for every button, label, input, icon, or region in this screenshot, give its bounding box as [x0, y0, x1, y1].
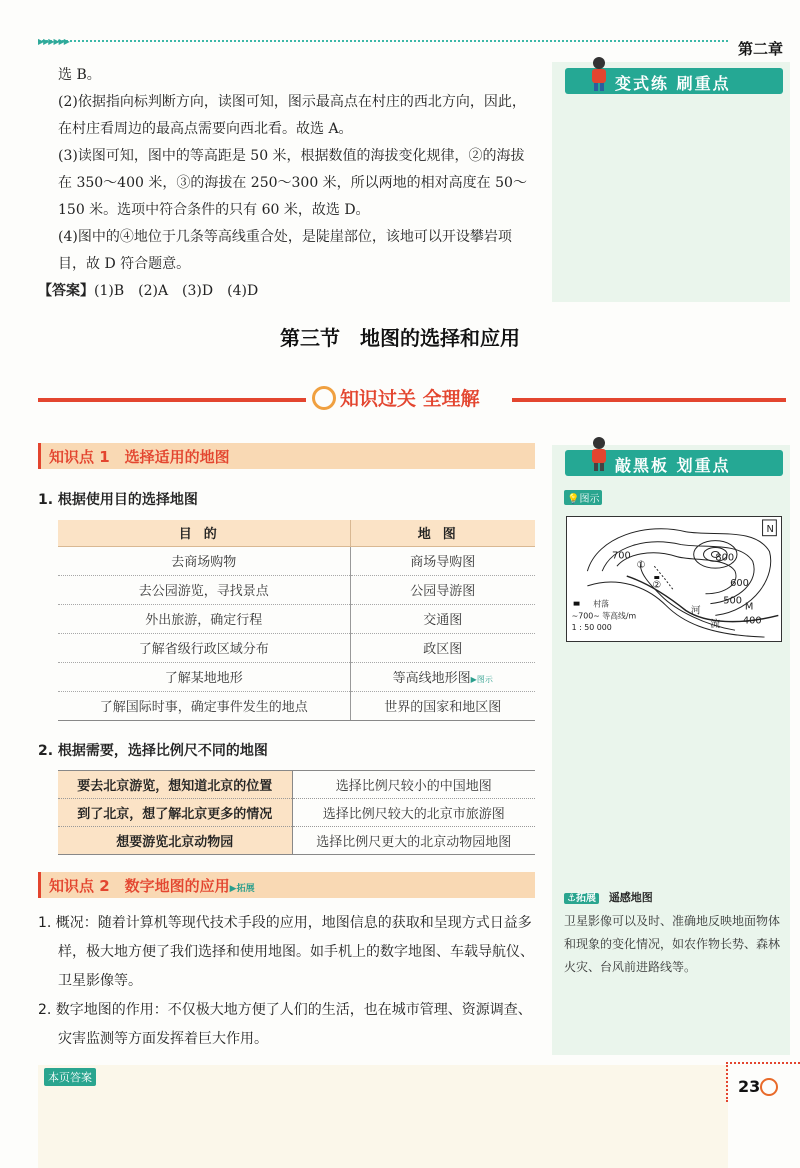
footer-answer-area: [38, 1065, 728, 1168]
figure-ref-tag: ▶图示: [470, 675, 493, 684]
answer-para-0: 选 B。: [58, 67, 101, 83]
table-cell: 想要游览北京动物园: [58, 827, 292, 855]
table-row: [58, 691, 535, 720]
legend-village: 村落: [593, 599, 610, 609]
map-contour-600: 600: [730, 577, 749, 589]
page-number: 23: [738, 1077, 761, 1096]
kp1-sub2: 2. 根据需要，选择比例尺不同的地图: [38, 743, 268, 759]
knowledge-banner: 知识过关 全理解: [340, 388, 480, 410]
kp2-para-2: 2. 数字地图的作用：不仅极大地方便了人们的生活，也在城市管理、资源调查、灾害监测等方面发挥着巨大作用。: [38, 1002, 532, 1047]
table-cell: 去公园游览，寻找景点: [58, 575, 350, 604]
table-cell: 选择比例尺较小的中国地图: [292, 771, 535, 799]
kp1-header: [38, 443, 535, 469]
kp1-sub1: 1. 根据使用目的选择地图: [38, 492, 198, 508]
figure-tag: 💡图示: [564, 490, 602, 505]
extend-tag: ⚓拓展: [564, 893, 599, 904]
kp2-para-1: 1. 概况：随着计算机等现代技术手段的应用，地图信息的获取和呈现方式日益多样，极大地方便了我们选择和使用地图。如手机上的数字地图、车载导航仪、卫星影像等。: [38, 915, 534, 989]
answer-key: [38, 278, 518, 305]
table-cell: 交通图: [350, 604, 535, 633]
table-cell: 要去北京游览，想知道北京的位置: [58, 771, 292, 799]
map-contour-700: 700: [612, 550, 631, 562]
table-row: [58, 799, 535, 827]
contour-map: [566, 516, 782, 642]
map-river-2: 流: [710, 619, 721, 631]
table-cell: 商场导购图: [350, 546, 535, 575]
leaf-icon: [760, 1078, 778, 1096]
table-row: [58, 827, 535, 855]
map-point-m: M: [744, 601, 754, 613]
map-point-2: ②: [652, 579, 662, 591]
table-row: [58, 575, 535, 604]
kp2-tag: ▶拓展: [229, 884, 255, 894]
table-cell: 世界的国家和地区图: [350, 691, 535, 720]
kp2-title-text: 知识点 2 数字地图的应用: [49, 877, 230, 895]
sidebar-banner-key-points-label: 敲黑板 划重点: [615, 456, 731, 475]
table-row: [58, 771, 535, 799]
legend-scale: 1 : 50 000: [571, 623, 612, 633]
table-row: [58, 662, 535, 691]
kp2-title: [49, 875, 255, 896]
legend-contour: ~700~ 等高线/m: [571, 611, 637, 621]
table-cell: 选择比例尺更大的北京动物园地图: [292, 827, 535, 855]
sidebar-panel-top: [552, 62, 790, 302]
table-header-map: 地图: [350, 520, 535, 546]
answer-para-1: (2)依据指向标判断方向，读图可知，图示最高点在村庄的西北方向，因此，在村庄看周边的最高点需要向西北看。故选 A。: [58, 94, 526, 137]
table-cell: [350, 662, 535, 691]
answer-para-2: (3)读图可知，图中的等高距是 50 米，根据数值的海拔变化规律，②的海拔在 350～400 米，③的海拔在 250～300 米，所以两地的相对高度在 50～150 米。选项中符合条件的只有 60 米，故选 D。: [58, 148, 527, 218]
extend-tag-label: 拓展: [575, 893, 596, 904]
header-arrows: ▶▶▶▶▶▶: [38, 37, 69, 46]
map-river-1: 河: [690, 605, 701, 617]
red-rule-left: [38, 398, 306, 402]
scale-choice-table: [58, 770, 535, 855]
extend-text: 卫星影像可以及时、准确地反映地面物体和现象的变化情况，如农作物长势、森林火灾、台风前进路线等。: [564, 914, 781, 974]
table-cell: 去商场购物: [58, 546, 350, 575]
sidebar-banner-practice-label: 变式练 刷重点: [615, 74, 731, 93]
map-contour-500: 500: [723, 595, 742, 607]
kp2-header: [38, 872, 535, 898]
table-header-row: [58, 520, 535, 546]
figure-tag-label: 图示: [579, 494, 600, 505]
table-cell: 政区图: [350, 633, 535, 662]
answer-para-3: (4)图中的④地位于几条等高线重合处，是陡崖部位，该地可以开设攀岩项目，故 D 符合题意。: [58, 229, 512, 272]
answer-key-text: (1)B (2)A (3)D (4)D: [94, 283, 259, 299]
teacher-figure-icon: [585, 436, 613, 472]
map-point-1: ①: [636, 560, 646, 572]
extend-header: [564, 889, 653, 905]
table-cell: 选择比例尺较大的北京市旅游图: [292, 799, 535, 827]
table-cell: 公园导游图: [350, 575, 535, 604]
table-cell: 了解某地地形: [58, 662, 350, 691]
table-cell: 外出旅游，确定行程: [58, 604, 350, 633]
table-cell: 到了北京，想了解北京更多的情况: [58, 799, 292, 827]
table-row: [58, 546, 535, 575]
red-rule-right: [512, 398, 786, 402]
chapter-label: 第二章: [738, 40, 784, 58]
table-cell: 了解国际时事，确定事件发生的地点: [58, 691, 350, 720]
purpose-map-table: [58, 520, 535, 721]
student-figure-icon: [585, 56, 613, 92]
map-contour-800: 800: [715, 552, 735, 564]
header-rule: [38, 40, 728, 42]
map-north-label: N: [766, 523, 774, 535]
table-cell-text: 等高线地形图: [392, 671, 471, 686]
map-contour-400: 400: [742, 615, 762, 627]
kp1-title: 知识点 1 选择适用的地图: [49, 448, 230, 466]
answer-key-label: 【答案】: [38, 283, 94, 299]
table-cell: 了解省级行政区域分布: [58, 633, 350, 662]
table-row: [58, 604, 535, 633]
swirl-icon: [312, 386, 336, 410]
table-row: [58, 633, 535, 662]
section-title: 第三节 地图的选择和应用: [280, 326, 520, 350]
village-marker: [654, 576, 659, 579]
extend-title: 遥感地图: [608, 891, 653, 904]
table-header-purpose: 目的: [58, 520, 350, 546]
page-answer-tag: 本页答案: [44, 1068, 96, 1086]
